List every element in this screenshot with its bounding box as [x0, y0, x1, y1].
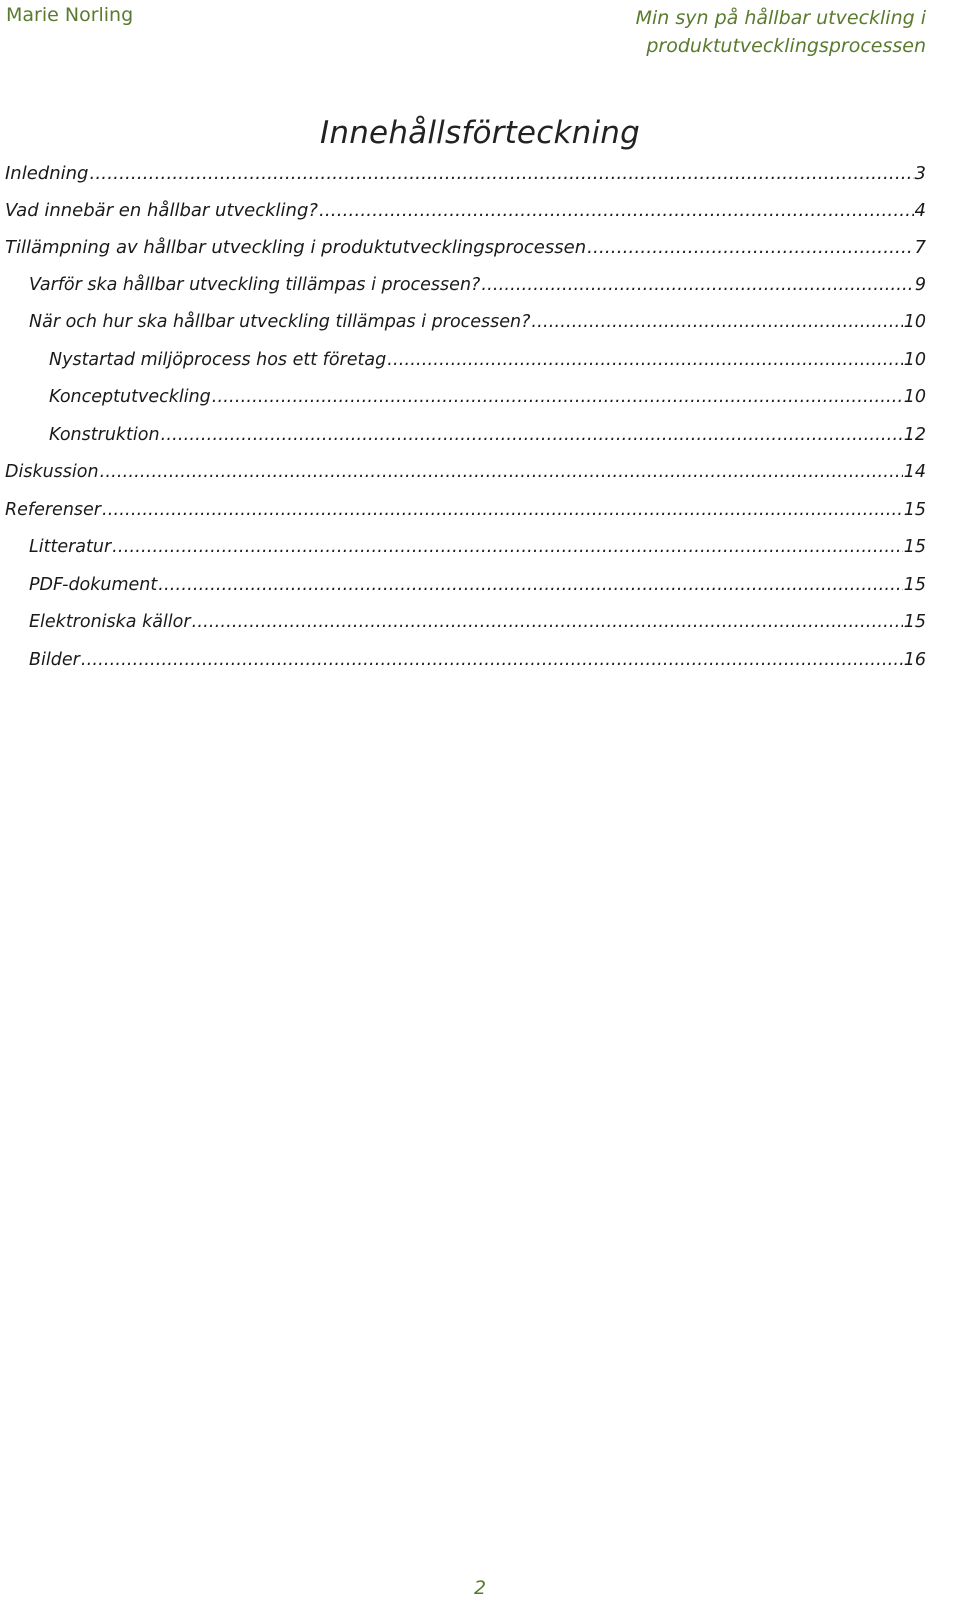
toc-entry-page: 16: [903, 650, 926, 670]
toc-entry-page: 15: [903, 537, 926, 557]
toc-dot-leader: [112, 528, 903, 566]
toc-entry-page: 15: [903, 575, 926, 595]
toc-entry-page: 12: [903, 425, 926, 445]
toc-entry-label: Nystartad miljöprocess hos ett företag: [49, 350, 387, 370]
toc-entry-label: Tillämpning av hållbar utveckling i produktutvecklingsprocessen: [5, 237, 587, 258]
toc-entry-inledning[interactable]: [5, 155, 926, 193]
page-number: 2: [473, 1577, 487, 1599]
toc-entry-label: Elektroniska källor: [29, 612, 191, 632]
header-document-title: Min syn på hållbar utveckling i produktutvecklingsprocessen: [635, 7, 926, 57]
toc-dot-leader: [319, 192, 914, 230]
toc-entry-page: 14: [903, 462, 926, 482]
toc-entry-referenser[interactable]: [5, 491, 926, 529]
toc-entry-label: Varför ska hållbar utveckling tillämpas i processen?: [29, 275, 481, 295]
toc-entry-label: Vad innebär en hållbar utveckling?: [5, 200, 318, 221]
toc-entry-label: Referenser: [5, 500, 101, 520]
toc-entry-page: 10: [903, 350, 926, 370]
toc-entry-pdf-dokument[interactable]: [29, 566, 926, 604]
toc-heading: Innehållsförteckning: [320, 115, 640, 151]
toc-entry-label: Bilder: [29, 650, 80, 670]
toc-entry-label: Litteratur: [29, 537, 112, 557]
header-author: Marie Norling: [6, 4, 134, 26]
toc-entry-varfor[interactable]: [29, 266, 926, 304]
toc-dot-leader: [387, 341, 903, 379]
toc-entry-nar-och-hur[interactable]: [29, 303, 926, 341]
toc-dot-leader: [212, 378, 903, 416]
toc-entry-page: 4: [914, 200, 926, 221]
toc-dot-leader: [81, 641, 903, 679]
toc-dot-leader: [161, 416, 903, 454]
toc-dot-leader: [102, 491, 903, 529]
toc-dot-leader: [481, 266, 914, 304]
toc-entry-litteratur[interactable]: [29, 528, 926, 566]
toc-entry-page: 3: [914, 163, 926, 184]
toc-entry-nystartad[interactable]: [49, 341, 926, 379]
toc-entry-bilder[interactable]: [29, 641, 926, 679]
toc-entry-diskussion[interactable]: [5, 453, 926, 491]
toc-entry-label: Inledning: [5, 163, 89, 184]
toc-entry-elektroniska-kallor[interactable]: [29, 603, 926, 641]
toc-entry-page: 10: [903, 312, 926, 332]
toc-entry-tillampning[interactable]: [5, 229, 926, 267]
toc-dot-leader: [158, 566, 902, 604]
toc-dot-leader: [587, 229, 913, 267]
toc-entry-page: 15: [903, 612, 926, 632]
toc-entry-page: 7: [914, 237, 926, 258]
toc-entry-konstruktion[interactable]: [49, 416, 926, 454]
toc-dot-leader: [192, 603, 903, 641]
toc-entry-label: När och hur ska hållbar utveckling tillämpas i processen?: [29, 312, 531, 332]
toc-entry-page: 15: [903, 500, 926, 520]
toc-entry-konceptutveckling[interactable]: [49, 378, 926, 416]
toc-dot-leader: [100, 453, 903, 491]
toc-entry-label: Konceptutveckling: [49, 387, 211, 407]
toc-entry-label: Konstruktion: [49, 425, 160, 445]
toc-entry-page: 9: [914, 275, 926, 295]
toc-entry-page: 10: [903, 387, 926, 407]
toc-dot-leader: [531, 303, 902, 341]
toc-entry-label: Diskussion: [5, 462, 99, 482]
toc-dot-leader: [89, 155, 913, 193]
toc-entry-label: PDF-dokument: [29, 575, 158, 595]
toc-entry-vad-innebar[interactable]: [5, 192, 926, 230]
